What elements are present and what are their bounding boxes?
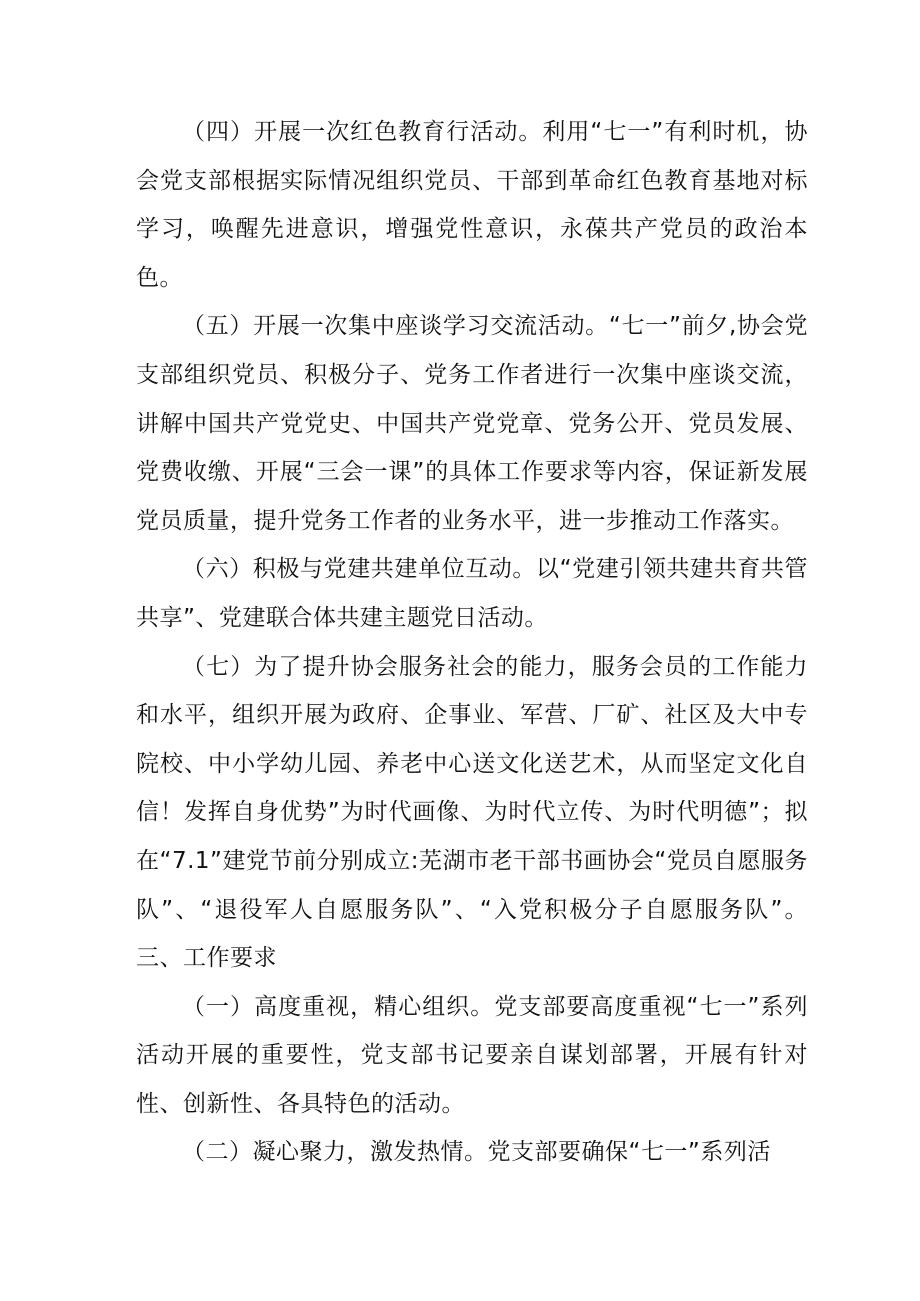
requirement-1: （一）高度重视，精心组织。党支部要高度重视“七一”系列活动开展的重要性，党支部书记要亲自谋划部署，开展有针对性、创新性、各具特色的活动。 (136, 993, 808, 1117)
paragraph-7: （七）为了提升协会服务社会的能力，服务会员的工作能力和水平，组织开展为政府、企事业、军营、厂矿、社区及大中专院校、中小学幼儿园、养老中心送文化送艺术，从而坚定文化自信！发挥自身优势”为时代画像、为时代立传、为时代明德”；拟在“7.1”建党节前分别成立:芜湖市老干部书画协会“党员自愿服务队”、“退役军人自愿服务队”、“入党积极分子自愿服务队”。三、工作要求 (136, 653, 808, 972)
requirement-2: （二）凝心聚力，激发热情。党支部要确保“七一”系列活 (182, 1139, 771, 1166)
document-body (136, 108, 808, 1177)
paragraph-5: （五）开展一次集中座谈学习交流活动。“七一”前夕,协会党支部组织党员、积极分子、党务工作者进行一次集中座谈交流，讲解中国共产党党史、中国共产党党章、党务公开、党员发展、党费收缴、开展“三会一课”的具体工作要求等内容，保证新发展党员质量，提升党务工作者的业务水平，进一步推动工作落实。 (136, 313, 808, 534)
paragraph-6: （六）积极与党建共建单位互动。以“党建引领共建共育共管共享”、党建联合体共建主题党日活动。 (136, 556, 808, 631)
paragraph-4: （四）开展一次红色教育行活动。利用“七一”有利时机，协会党支部根据实际情况组织党员、干部到革命红色教育基地对标学习，唤醒先进意识，增强党性意识，永葆共产党员的政治本色。 (136, 119, 808, 291)
